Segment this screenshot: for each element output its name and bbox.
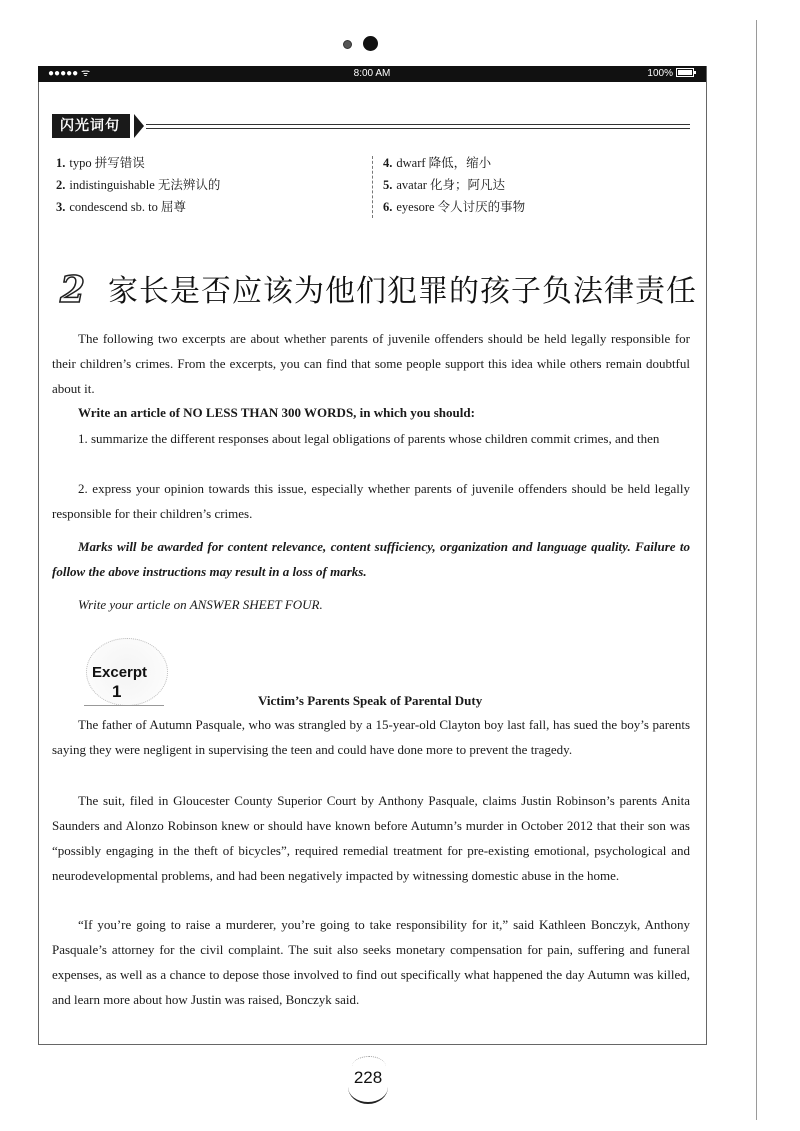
- task-statement: Write an article of NO LESS THAN 300 WORDS, in which you should:: [78, 405, 475, 420]
- task-item-1: 1. summarize the different responses about legal obligations of parents whose children commit crimes, and then: [78, 431, 660, 446]
- task-item-2: 2. express your opinion towards this issue, especially whether parents of juvenile offenders should be held legally responsible for their children’s crimes.: [52, 481, 690, 521]
- sensor-dot: [343, 40, 352, 49]
- vocab-item: 5. avatar 化身；阿凡达: [383, 178, 506, 192]
- vocab-item: 2. indistinguishable 无法辨认的: [56, 178, 221, 192]
- vocab-divider: [372, 156, 373, 218]
- excerpt-paragraph: The father of Autumn Pasquale, who was strangled by a 15-year-old Clayton boy last fall, has sued the boy’s parents saying they were negligent in supervising the teen and could have done more to prevent the tragedy.: [52, 717, 690, 757]
- page-number: 228: [353, 1068, 383, 1087]
- status-bar: [38, 66, 706, 82]
- battery-icon: [676, 68, 694, 77]
- excerpt-number: 1: [112, 682, 122, 701]
- badge-underline: [84, 705, 164, 706]
- battery-percent: 100%: [647, 68, 673, 79]
- signal-indicator: ●●●●● ᯤ: [48, 68, 91, 79]
- vocab-item: 3. condescend sb. to 屈尊: [56, 200, 187, 214]
- status-time: 8:00 AM: [353, 68, 391, 79]
- device-camera: [343, 36, 383, 52]
- section-tag: 闪光词句: [52, 114, 130, 138]
- topic-number: 2: [60, 269, 86, 311]
- vocab-item: 4. dwarf 降低，缩小: [383, 156, 492, 170]
- excerpt-paragraph: The suit, filed in Gloucester County Superior Court by Anthony Pasquale, claims Justin Robinson’s parents Anita Saunders and Alonzo Robinson knew or should have known before Autumn’s murder in October 2012 that their son was “possibly engaging in the theft of bicycles”, required remedial treatment for pre-existing emotional, psychological and neurodevelopmental problems, and had been negatively impacted by witnessing domestic abuse in the home.: [52, 793, 690, 883]
- vocab-list-right: [383, 152, 683, 218]
- page-edge-rule: [756, 20, 757, 1120]
- vocab-item: 1. typo 拼写错误: [56, 156, 145, 170]
- topic-title: 家长是否应该为他们犯罪的孩子负法律责任: [108, 274, 697, 309]
- excerpt-title: Victim’s Parents Speak of Parental Duty: [258, 693, 483, 708]
- section-tag-arrow: [134, 114, 144, 138]
- intro-paragraph: The following two excerpts are about whether parents of juvenile offenders should be held legally responsible for their children’s crimes. From the excerpts, you can find that some people support this idea while others remain doubtful about it.: [52, 331, 690, 396]
- section-divider: [146, 124, 690, 129]
- excerpt-label: Excerpt: [92, 664, 148, 681]
- marking-note: Marks will be awarded for content relevance, content sufficiency, organization and language quality. Failure to follow the above instructions may result in a loss of marks.: [52, 539, 690, 579]
- excerpt-paragraph: “If you’re going to raise a murderer, you’re going to take responsibility for it,” said Kathleen Bonczyk, Anthony Pasquale’s attorney for the civil complaint. The suit also seeks monetary compensation for pain, suffering and funeral expenses, as well as a chance to depose those involved to find out specifically what happened the day Autumn was killed, and learn more about how Justin was raised, Bonczyk said.: [52, 917, 690, 1007]
- excerpt-badge: [80, 636, 170, 708]
- answer-sheet-note: Write your article on ANSWER SHEET FOUR.: [78, 597, 323, 612]
- vocab-item: 6. eyesore 令人讨厌的事物: [383, 200, 526, 214]
- battery-indicator: [647, 66, 694, 82]
- camera-lens: [363, 36, 378, 51]
- page-number-badge: [344, 1056, 394, 1106]
- vocab-list-left: [56, 152, 356, 218]
